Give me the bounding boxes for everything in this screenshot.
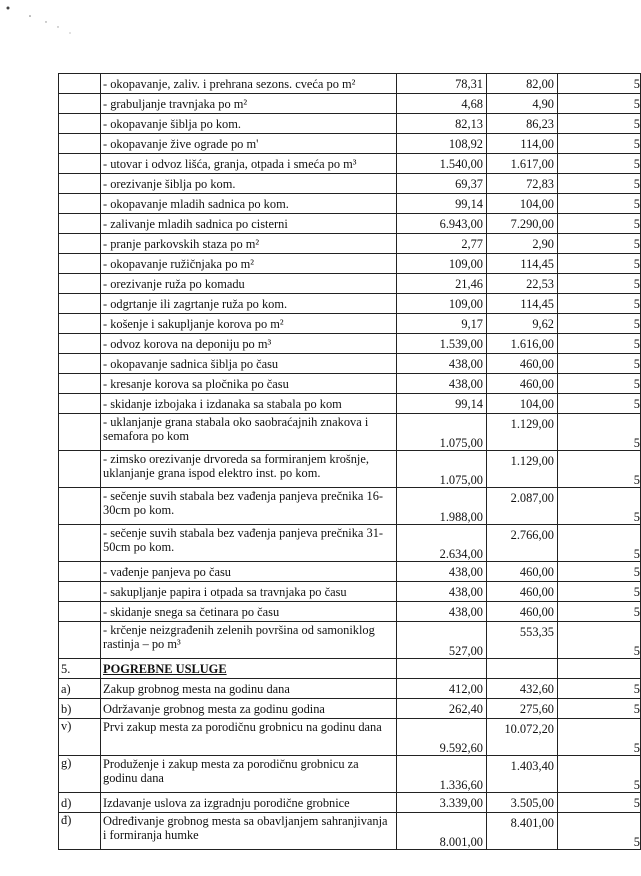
service-description: Izdavanje uslova za izgradnju porodične grobnice — [101, 793, 397, 813]
vat-rate: 5 — [558, 394, 641, 414]
new-price: 104,00 — [487, 194, 558, 214]
vat-rate: 5 — [558, 194, 641, 214]
old-price: 262,40 — [397, 699, 487, 719]
table-row — [59, 114, 641, 134]
row-number — [59, 274, 101, 294]
service-description: Prvi zakup mesta za porodičnu grobnicu na godinu dana — [101, 719, 397, 756]
table-row — [59, 394, 641, 414]
row-number: g) — [59, 756, 101, 793]
vat-rate: 5 — [558, 94, 641, 114]
new-price: 1.403,40 — [487, 756, 558, 793]
table-row — [59, 488, 641, 525]
service-description: - okopavanje ružičnjaka po m² — [101, 254, 397, 274]
vat-rate — [558, 659, 641, 679]
vat-rate: 5 — [558, 234, 641, 254]
table-row — [59, 451, 641, 488]
service-description: - orezivanje ruža po komadu — [101, 274, 397, 294]
row-number — [59, 94, 101, 114]
new-price: 86,23 — [487, 114, 558, 134]
old-price: 412,00 — [397, 679, 487, 699]
old-price: 3.339,00 — [397, 793, 487, 813]
row-number — [59, 582, 101, 602]
service-description: - sečenje suvih stabala bez vađenja panjeva prečnika 31-50cm po kom. — [101, 525, 397, 562]
table-row — [59, 214, 641, 234]
vat-rate: 5 — [558, 354, 641, 374]
vat-rate: 5 — [558, 582, 641, 602]
service-description: Održavanje grobnog mesta za godinu godina — [101, 699, 397, 719]
old-price: 69,37 — [397, 174, 487, 194]
old-price: 99,14 — [397, 394, 487, 414]
table-row — [59, 354, 641, 374]
row-number — [59, 234, 101, 254]
row-number — [59, 74, 101, 94]
new-price: 275,60 — [487, 699, 558, 719]
scan-noise-marks — [0, 0, 619, 60]
new-price: 72,83 — [487, 174, 558, 194]
new-price: 460,00 — [487, 602, 558, 622]
vat-rate: 5 — [558, 154, 641, 174]
row-number — [59, 334, 101, 354]
new-price: 104,00 — [487, 394, 558, 414]
row-number — [59, 602, 101, 622]
new-price: 553,35 — [487, 622, 558, 659]
table-row — [59, 793, 641, 813]
row-number: a) — [59, 679, 101, 699]
service-description: - vađenje panjeva po času — [101, 562, 397, 582]
row-number: 5. — [59, 659, 101, 679]
service-description: - zimsko orezivanje drvoreda sa formiranjem krošnje, uklanjanje grana ispod elektro inst. po kom. — [101, 451, 397, 488]
new-price: 1.129,00 — [487, 414, 558, 451]
vat-rate: 5 — [558, 314, 641, 334]
old-price: 438,00 — [397, 374, 487, 394]
old-price: 2.634,00 — [397, 525, 487, 562]
old-price: 2,77 — [397, 234, 487, 254]
service-description: - okopavanje, zaliv. i prehrana sezons. cveća po m² — [101, 74, 397, 94]
vat-rate: 5 — [558, 813, 641, 850]
vat-rate: 5 — [558, 374, 641, 394]
service-description: - skidanje snega sa četinara po času — [101, 602, 397, 622]
table-row — [59, 314, 641, 334]
vat-rate: 5 — [558, 679, 641, 699]
new-price: 22,53 — [487, 274, 558, 294]
row-number — [59, 562, 101, 582]
service-description: - zalivanje mladih sadnica po cisterni — [101, 214, 397, 234]
table-row — [59, 334, 641, 354]
table-row — [59, 234, 641, 254]
old-price: 108,92 — [397, 134, 487, 154]
vat-rate: 5 — [558, 214, 641, 234]
vat-rate: 5 — [558, 756, 641, 793]
new-price: 460,00 — [487, 374, 558, 394]
old-price: 9,17 — [397, 314, 487, 334]
new-price — [487, 659, 558, 679]
row-number — [59, 488, 101, 525]
service-description: - okopavanje sadnica šiblja po času — [101, 354, 397, 374]
old-price: 1.075,00 — [397, 451, 487, 488]
service-description: POGREBNE USLUGE — [101, 659, 397, 679]
old-price: 109,00 — [397, 254, 487, 274]
vat-rate: 5 — [558, 174, 641, 194]
table-row — [59, 74, 641, 94]
new-price: 10.072,20 — [487, 719, 558, 756]
vat-rate: 5 — [558, 488, 641, 525]
row-number — [59, 294, 101, 314]
old-price: 527,00 — [397, 622, 487, 659]
new-price: 2.087,00 — [487, 488, 558, 525]
service-description: - okopavanje mladih sadnica po kom. — [101, 194, 397, 214]
table-row — [59, 562, 641, 582]
service-description: - krčenje neizgrađenih zelenih površina od samoniklog rastinja – po m³ — [101, 622, 397, 659]
old-price: 82,13 — [397, 114, 487, 134]
table-row — [59, 622, 641, 659]
old-price: 99,14 — [397, 194, 487, 214]
table-row — [59, 699, 641, 719]
service-description: - odvoz korova na deponiju po m³ — [101, 334, 397, 354]
vat-rate: 5 — [558, 414, 641, 451]
vat-rate: 5 — [558, 719, 641, 756]
old-price: 8.001,00 — [397, 813, 487, 850]
new-price: 4,90 — [487, 94, 558, 114]
table-row — [59, 194, 641, 214]
table-row — [59, 414, 641, 451]
table-row — [59, 154, 641, 174]
old-price: 109,00 — [397, 294, 487, 314]
new-price: 432,60 — [487, 679, 558, 699]
price-list-table — [58, 73, 641, 850]
old-price: 1.539,00 — [397, 334, 487, 354]
service-description: - okopavanje šiblja po kom. — [101, 114, 397, 134]
service-description: - okopavanje žive ograde po m' — [101, 134, 397, 154]
row-number — [59, 414, 101, 451]
old-price: 438,00 — [397, 582, 487, 602]
table-row — [59, 294, 641, 314]
table-row — [59, 254, 641, 274]
row-number — [59, 622, 101, 659]
row-number — [59, 525, 101, 562]
row-number — [59, 214, 101, 234]
old-price: 1.540,00 — [397, 154, 487, 174]
row-number — [59, 134, 101, 154]
service-description: - skidanje izbojaka i izdanaka sa stabala po kom — [101, 394, 397, 414]
section-header-row — [59, 659, 641, 679]
new-price: 1.617,00 — [487, 154, 558, 174]
table-row — [59, 582, 641, 602]
service-description: Određivanje grobnog mesta sa obavljanjem sahranjivanja i formiranja humke — [101, 813, 397, 850]
table-row — [59, 374, 641, 394]
service-description: - sečenje suvih stabala bez vađenja panjeva prečnika 16-30cm po kom. — [101, 488, 397, 525]
new-price: 3.505,00 — [487, 793, 558, 813]
new-price: 9,62 — [487, 314, 558, 334]
new-price: 2,90 — [487, 234, 558, 254]
vat-rate: 5 — [558, 274, 641, 294]
table-row — [59, 274, 641, 294]
new-price: 1.616,00 — [487, 334, 558, 354]
row-number — [59, 354, 101, 374]
service-description: - košenje i sakupljanje korova po m² — [101, 314, 397, 334]
vat-rate: 5 — [558, 562, 641, 582]
vat-rate: 5 — [558, 451, 641, 488]
vat-rate: 5 — [558, 622, 641, 659]
new-price: 460,00 — [487, 582, 558, 602]
old-price: 6.943,00 — [397, 214, 487, 234]
old-price: 438,00 — [397, 602, 487, 622]
old-price: 1.075,00 — [397, 414, 487, 451]
row-number — [59, 154, 101, 174]
row-number — [59, 451, 101, 488]
service-description: Zakup grobnog mesta na godinu dana — [101, 679, 397, 699]
vat-rate: 5 — [558, 114, 641, 134]
service-description: - utovar i odvoz lišća, granja, otpada i smeća po m³ — [101, 154, 397, 174]
table-row — [59, 525, 641, 562]
service-description: - grabuljanje travnjaka po m² — [101, 94, 397, 114]
row-number — [59, 194, 101, 214]
table-row — [59, 602, 641, 622]
table-row — [59, 134, 641, 154]
new-price: 7.290,00 — [487, 214, 558, 234]
row-number — [59, 374, 101, 394]
new-price: 460,00 — [487, 562, 558, 582]
table-row — [59, 813, 641, 850]
old-price: 1.336,60 — [397, 756, 487, 793]
table-row — [59, 679, 641, 699]
service-description: - uklanjanje grana stabala oko saobraćajnih znakova i semafora po kom — [101, 414, 397, 451]
new-price: 114,00 — [487, 134, 558, 154]
table-row — [59, 719, 641, 756]
vat-rate: 5 — [558, 254, 641, 274]
service-description: - orezivanje šiblja po kom. — [101, 174, 397, 194]
old-price: 438,00 — [397, 562, 487, 582]
row-number — [59, 114, 101, 134]
vat-rate: 5 — [558, 525, 641, 562]
row-number — [59, 394, 101, 414]
vat-rate: 5 — [558, 74, 641, 94]
row-number — [59, 314, 101, 334]
old-price — [397, 659, 487, 679]
vat-rate: 5 — [558, 699, 641, 719]
old-price: 78,31 — [397, 74, 487, 94]
new-price: 1.129,00 — [487, 451, 558, 488]
vat-rate: 5 — [558, 334, 641, 354]
service-description: - sakupljanje papira i otpada sa travnjaka po času — [101, 582, 397, 602]
old-price: 21,46 — [397, 274, 487, 294]
new-price: 460,00 — [487, 354, 558, 374]
vat-rate: 5 — [558, 294, 641, 314]
service-description: - odgrtanje ili zagrtanje ruža po kom. — [101, 294, 397, 314]
new-price: 2.766,00 — [487, 525, 558, 562]
service-description: - pranje parkovskih staza po m² — [101, 234, 397, 254]
table-row — [59, 756, 641, 793]
row-number: đ) — [59, 813, 101, 850]
row-number: d) — [59, 793, 101, 813]
new-price: 82,00 — [487, 74, 558, 94]
table-row — [59, 174, 641, 194]
table-row — [59, 94, 641, 114]
old-price: 9.592,60 — [397, 719, 487, 756]
row-number: v) — [59, 719, 101, 756]
vat-rate: 5 — [558, 134, 641, 154]
row-number — [59, 254, 101, 274]
old-price: 4,68 — [397, 94, 487, 114]
new-price: 114,45 — [487, 254, 558, 274]
vat-rate: 5 — [558, 793, 641, 813]
new-price: 8.401,00 — [487, 813, 558, 850]
service-description: - kresanje korova sa pločnika po času — [101, 374, 397, 394]
old-price: 438,00 — [397, 354, 487, 374]
service-description: Produženje i zakup mesta za porodičnu grobnicu za godinu dana — [101, 756, 397, 793]
vat-rate: 5 — [558, 602, 641, 622]
row-number — [59, 174, 101, 194]
row-number: b) — [59, 699, 101, 719]
old-price: 1.988,00 — [397, 488, 487, 525]
new-price: 114,45 — [487, 294, 558, 314]
